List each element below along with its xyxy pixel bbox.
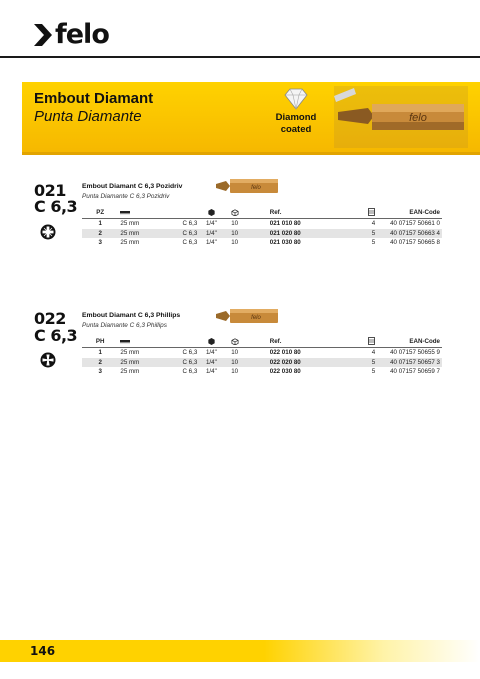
section-021-size: C 6,3 bbox=[34, 197, 78, 216]
cell-hex: 1/4" bbox=[205, 239, 217, 246]
cell-ref: 021 020 80 bbox=[269, 229, 301, 237]
pozidriv-icon bbox=[40, 224, 56, 240]
page-number: 146 bbox=[30, 644, 56, 658]
package-icon bbox=[231, 338, 239, 345]
cell-hex: 1/4" bbox=[205, 349, 217, 356]
footer-band bbox=[0, 640, 480, 662]
cell-length: 25 mm bbox=[120, 368, 140, 375]
length-icon bbox=[120, 339, 130, 344]
cell-qty: 4 bbox=[371, 349, 376, 356]
cell-tip: 1 bbox=[98, 220, 102, 227]
cell-drive: C 6,3 bbox=[182, 220, 198, 227]
cell-ean: 40 07157 50659 7 bbox=[390, 368, 440, 375]
header-drive bbox=[169, 207, 199, 219]
cell-length: 25 mm bbox=[120, 358, 140, 366]
cell-drive: C 6,3 bbox=[182, 239, 198, 246]
header-type: PZ bbox=[96, 209, 105, 216]
header-pack bbox=[224, 207, 246, 219]
section-022-subtitle: Punta Diamante C 6,3 Phillips bbox=[82, 322, 167, 329]
cell-tip: 3 bbox=[98, 368, 102, 375]
header-ref: Ref. bbox=[269, 209, 282, 216]
header-hex bbox=[199, 336, 223, 348]
cell-drive: C 6,3 bbox=[182, 358, 198, 366]
cell-pack: 10 bbox=[231, 349, 239, 356]
hexagon-icon bbox=[208, 209, 215, 216]
package-icon bbox=[231, 209, 239, 216]
cell-hex: 1/4" bbox=[205, 220, 217, 227]
cell-pack: 10 bbox=[231, 368, 239, 375]
box-stack-icon bbox=[368, 337, 375, 345]
logo-text: felo bbox=[55, 19, 109, 50]
title-band-stripe bbox=[22, 152, 480, 155]
length-icon bbox=[120, 210, 130, 215]
cell-length: 25 mm bbox=[120, 220, 140, 227]
pozidriv-bit-photo bbox=[216, 177, 280, 195]
felo-logo bbox=[34, 20, 109, 50]
table-header-row bbox=[82, 207, 442, 219]
cell-ean: 40 07157 50655 9 bbox=[390, 349, 440, 356]
hexagon-icon bbox=[208, 338, 215, 345]
cell-length: 25 mm bbox=[120, 349, 140, 356]
header-length bbox=[118, 207, 169, 219]
header-pack bbox=[224, 336, 246, 348]
section-021-number: 021 bbox=[34, 181, 66, 200]
table-header-row bbox=[82, 336, 442, 348]
table-row bbox=[82, 348, 442, 358]
phillips-bit-photo bbox=[216, 307, 280, 325]
cell-drive: C 6,3 bbox=[182, 229, 198, 237]
section-021-title: Embout Diamant C 6,3 Pozidriv bbox=[82, 183, 183, 190]
cell-ref: 021 010 80 bbox=[269, 220, 301, 227]
page-subtitle: Punta Diamante bbox=[34, 108, 142, 125]
header-rule bbox=[0, 56, 480, 58]
box-stack-icon bbox=[368, 208, 375, 216]
header-ean: EAN-Code bbox=[409, 338, 440, 345]
table-row bbox=[82, 229, 442, 239]
cell-ref: 022 010 80 bbox=[269, 349, 301, 356]
cell-drive: C 6,3 bbox=[182, 349, 198, 356]
cell-tip: 1 bbox=[98, 349, 102, 356]
svg-text:felo: felo bbox=[409, 112, 427, 124]
cell-length: 25 mm bbox=[120, 239, 140, 246]
header-type: PH bbox=[95, 338, 105, 345]
cell-tip: 3 bbox=[98, 239, 102, 246]
cell-ean: 40 07157 50657 3 bbox=[390, 358, 440, 366]
cell-ref: 021 030 80 bbox=[269, 239, 301, 246]
cell-tip: 2 bbox=[98, 229, 102, 237]
page-title: Embout Diamant bbox=[34, 90, 154, 107]
felo-chevron-icon bbox=[34, 24, 52, 46]
header-length bbox=[118, 336, 169, 348]
cell-pack: 10 bbox=[231, 229, 239, 237]
header-bit-photo bbox=[334, 86, 468, 148]
diamond-coated-badge bbox=[262, 112, 330, 136]
table-row bbox=[82, 367, 442, 377]
section-022-number: 022 bbox=[34, 309, 66, 328]
header-ref: Ref. bbox=[269, 338, 282, 345]
diamond-icon bbox=[284, 88, 308, 110]
header-drive bbox=[169, 336, 199, 348]
table-row bbox=[82, 238, 442, 248]
spec-table-022 bbox=[82, 336, 442, 377]
cell-qty: 5 bbox=[371, 368, 376, 375]
cell-pack: 10 bbox=[231, 239, 239, 246]
svg-text:felo: felo bbox=[251, 315, 261, 321]
badge-line-1: Diamond bbox=[275, 112, 317, 123]
cell-pack: 10 bbox=[231, 220, 239, 227]
header-ean: EAN-Code bbox=[409, 209, 440, 216]
cell-hex: 1/4" bbox=[205, 358, 217, 366]
cell-ref: 022 030 80 bbox=[269, 368, 301, 375]
table-row bbox=[82, 358, 442, 368]
cell-ean: 40 07157 50665 8 bbox=[390, 239, 440, 246]
svg-text:felo: felo bbox=[251, 185, 261, 191]
cell-pack: 10 bbox=[231, 358, 239, 366]
spec-table-021 bbox=[82, 207, 442, 248]
section-022-title: Embout Diamant C 6,3 Phillips bbox=[82, 312, 181, 319]
cell-qty: 5 bbox=[371, 239, 376, 246]
cell-qty: 5 bbox=[371, 229, 376, 237]
header-qty bbox=[343, 336, 377, 348]
cell-drive: C 6,3 bbox=[182, 368, 198, 375]
cell-length: 25 mm bbox=[120, 229, 140, 237]
header-hex bbox=[199, 207, 223, 219]
section-022-size: C 6,3 bbox=[34, 326, 78, 345]
phillips-icon bbox=[40, 352, 56, 368]
cell-ref: 022 020 80 bbox=[269, 358, 301, 366]
cell-ean: 40 07157 50663 4 bbox=[390, 229, 440, 237]
cell-qty: 4 bbox=[371, 220, 376, 227]
cell-tip: 2 bbox=[98, 358, 102, 366]
header-qty bbox=[343, 207, 377, 219]
cell-qty: 5 bbox=[371, 358, 376, 366]
cell-hex: 1/4" bbox=[205, 368, 217, 375]
cell-ean: 40 07157 50661 0 bbox=[390, 220, 440, 227]
badge-line-2: coated bbox=[280, 124, 312, 135]
section-021-subtitle: Punta Diamante C 6,3 Pozidriv bbox=[82, 193, 170, 200]
cell-hex: 1/4" bbox=[205, 229, 217, 237]
table-row bbox=[82, 219, 442, 229]
